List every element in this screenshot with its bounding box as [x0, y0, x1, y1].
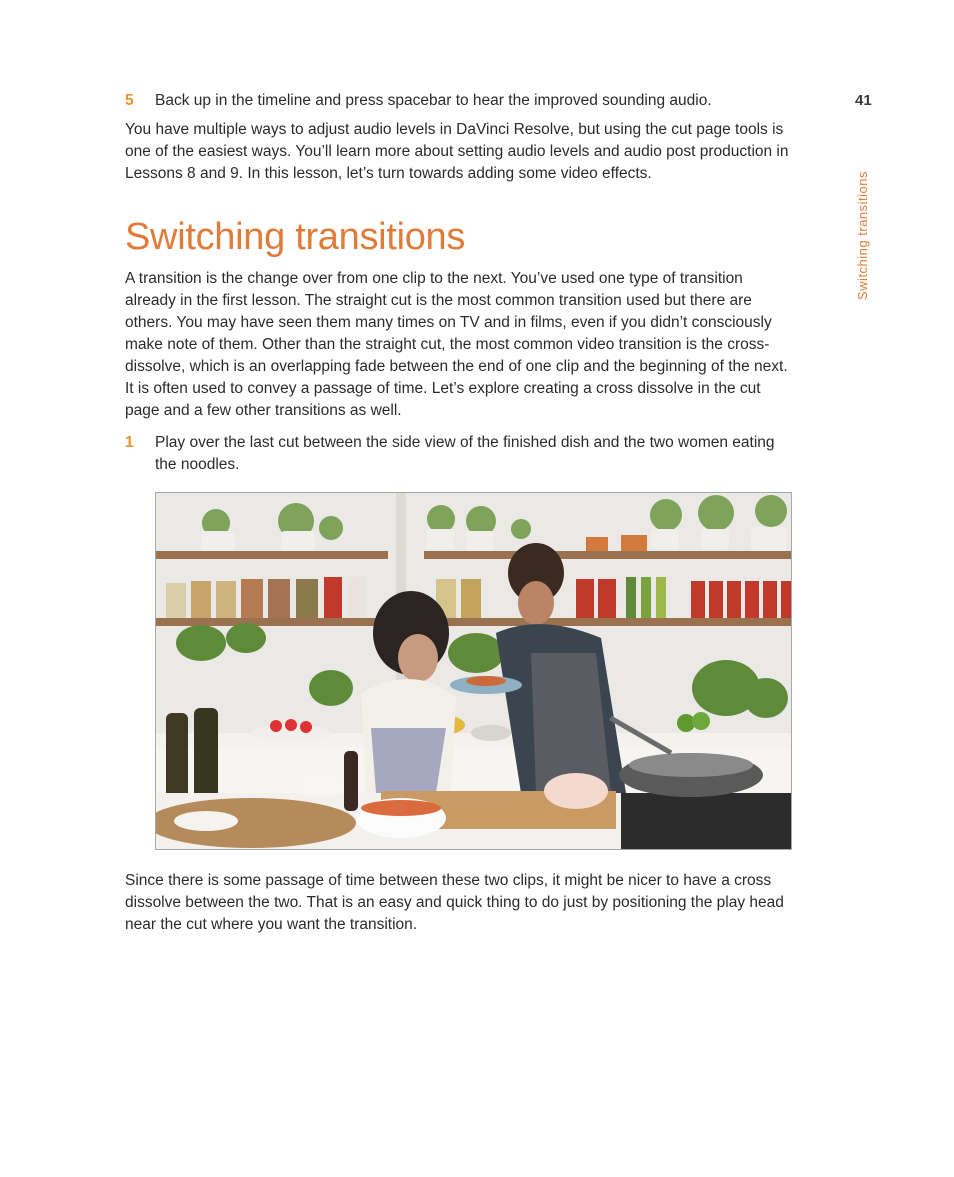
- step-number: 5: [125, 92, 134, 109]
- paragraph-audio-levels: You have multiple ways to adjust audio levels in DaVinci Resolve, but using the cut page tools is one of the easiest ways. You’ll learn more about setting audio levels and audio post production in Lessons 8 and 9. In this lesson, let’s turn towards adding some video effects.: [125, 121, 789, 182]
- step-1: [125, 432, 795, 476]
- step-5: [125, 90, 795, 112]
- page-number: 41: [855, 92, 872, 109]
- paragraph-transitions: A transition is the change over from one clip to the next. You’ve used one type of transition already in the first lesson. The straight cut is the most common transition used but there are others. You may have seen them many times on TV and in films, even if you didn’t consciously make note of them. Other than the straight cut, the most common video transition is the cross-dissolve, which is an overlapping fade between the end of one clip and the beginning of the next. It is often used to convey a passage of time. Let’s explore creating a cross dissolve in the cut page and a few other transitions as well.: [125, 270, 788, 419]
- step-text: Play over the last cut between the side view of the finished dish and the two women eating the noodles.: [155, 434, 775, 473]
- kitchen-scene-image: [155, 492, 792, 850]
- page-content: [125, 90, 795, 936]
- running-head: Switching transitions: [855, 171, 870, 300]
- step-text: Back up in the timeline and press spacebar to hear the improved sounding audio.: [155, 92, 712, 109]
- step-number: 1: [125, 434, 134, 451]
- paragraph-cross-dissolve: Since there is some passage of time between these two clips, it might be nicer to have a cross dissolve between the two. That is an easy and quick thing to do just by positioning the play head near the cut where you want the transition.: [125, 872, 784, 933]
- section-heading: Switching transitions: [125, 216, 466, 258]
- kitchen-scene-illustration: [156, 493, 792, 850]
